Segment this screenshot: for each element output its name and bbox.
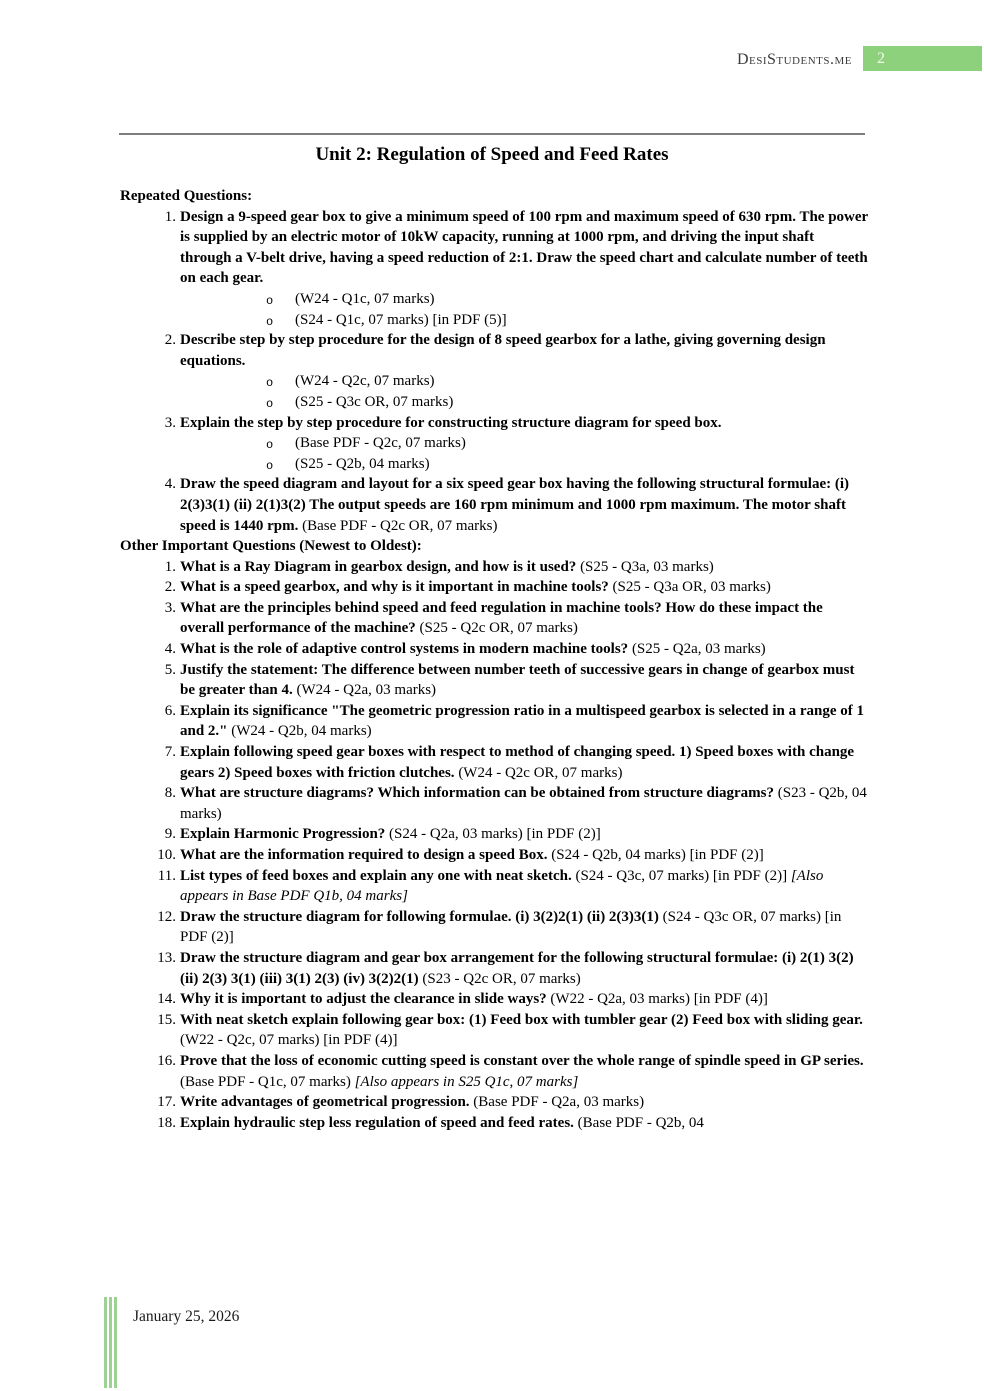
sub-citation-text: (Base PDF - Q2c, 07 marks) xyxy=(295,435,466,452)
question-item xyxy=(120,907,868,948)
question-item xyxy=(120,948,868,989)
question-text: List types of feed boxes and explain any one with neat sketch. xyxy=(180,867,572,884)
question-item xyxy=(120,783,868,824)
circle-bullet-icon: o xyxy=(266,438,274,453)
item-number: 3. xyxy=(164,599,176,616)
question-text: Draw the speed diagram and layout for a six speed gear box having the following structural formulae: (i) 2(3)3(1) (ii) 2(1)3(2) The output speeds are 160 rpm minimum and 1000 rpm maximum. The motor shaft speed is 1440 rpm. xyxy=(180,476,850,534)
citation-text: (S25 - Q2c OR, 07 marks) xyxy=(419,620,578,637)
question-text: Prove that the loss of economic cutting speed is constant over the whole range of spindle speed in GP series. xyxy=(180,1052,864,1069)
circle-bullet-icon: o xyxy=(266,376,274,391)
citation-text: (S23 - Q2b, 04 marks) xyxy=(180,785,867,822)
question-item xyxy=(120,989,868,1010)
item-number: 9. xyxy=(164,826,176,843)
item-number: 5. xyxy=(164,661,176,678)
circle-bullet-icon: o xyxy=(266,396,274,411)
question-item xyxy=(120,1092,868,1113)
citation-text: (S24 - Q2a, 03 marks) [in PDF (2)] xyxy=(389,826,601,843)
item-number: 13. xyxy=(157,949,176,966)
question-item xyxy=(120,577,868,598)
sub-citation xyxy=(180,310,868,331)
question-text: Describe step by step procedure for the design of 8 speed gearbox for a lathe, giving governing design equations. xyxy=(180,332,826,369)
question-item xyxy=(120,845,868,866)
sub-citation xyxy=(180,289,868,310)
question-item xyxy=(120,413,868,475)
citation-text: (Base PDF - Q1c, 07 marks) xyxy=(180,1073,351,1090)
citation-text: (S23 - Q2c OR, 07 marks) xyxy=(422,970,581,987)
question-item xyxy=(120,701,868,742)
question-item xyxy=(120,598,868,639)
circle-bullet-icon: o xyxy=(266,293,274,308)
question-item xyxy=(120,557,868,578)
also-appears-note: [Also appears in S25 Q1c, 07 marks] xyxy=(354,1073,579,1090)
item-number: 10. xyxy=(157,847,176,863)
citation-text: (W22 - Q2c, 07 marks) [in PDF (4)] xyxy=(180,1032,398,1049)
citation-text: (W24 - Q2b, 04 marks) xyxy=(231,723,372,740)
header-divider-line xyxy=(119,133,865,135)
item-number: 2. xyxy=(164,332,176,349)
other-important-questions-list xyxy=(120,557,868,1134)
sub-citation-text: (W24 - Q2c, 07 marks) xyxy=(295,373,435,390)
item-number: 4. xyxy=(164,641,176,658)
question-text: Explain the step by step procedure for constructing structure diagram for speed box. xyxy=(180,414,722,431)
sub-citation xyxy=(180,392,868,413)
question-text: Explain Harmonic Progression? xyxy=(180,826,386,843)
item-number: 14. xyxy=(157,991,176,1008)
citation-text: (S25 - Q3a, 03 marks) xyxy=(580,558,714,575)
item-number: 1. xyxy=(164,558,176,575)
item-number: 15. xyxy=(157,1011,176,1028)
citation-text: (Base PDF - Q2a, 03 marks) xyxy=(473,1094,645,1111)
citation-text: (S25 - Q3a OR, 03 marks) xyxy=(612,579,771,596)
question-text: Draw the structure diagram and gear box arrangement for the following structural formulae: (i) 2(1) 3(2) (ii) 2(3) 3(1) (iii) 3(1) 2(3) (iv) 3(2)2(1) xyxy=(180,949,854,987)
question-text: Write advantages of geometrical progression. xyxy=(180,1094,470,1111)
circle-bullet-icon: o xyxy=(266,458,274,473)
question-text: Design a 9-speed gear box to give a minimum speed of 100 rpm and maximum speed of 630 rpm. The power is supplied by an electric motor of 10kW capacity, running at 1000 rpm, and driving the input shaft through a V-belt drive, having a speed reduction of 2:1. Draw the speed chart and calculate number of teeth on each gear. xyxy=(180,208,868,287)
item-number: 16. xyxy=(157,1052,176,1069)
citation-text: (W22 - Q2a, 03 marks) [in PDF (4)] xyxy=(550,991,768,1008)
question-text: What is a Ray Diagram in gearbox design, and how is it used? xyxy=(180,558,577,575)
sub-citation-text: (S25 - Q3c OR, 07 marks) xyxy=(295,393,454,410)
section-heading-other-important-questions: Other Important Questions (Newest to Oldest): xyxy=(120,538,422,555)
question-item xyxy=(120,207,868,331)
question-text: What is a speed gearbox, and why is it important in machine tools? xyxy=(180,579,609,596)
item-number: 8. xyxy=(164,785,176,802)
sub-citation-text: (W24 - Q1c, 07 marks) xyxy=(295,290,435,307)
citation-text: (W24 - Q2c OR, 07 marks) xyxy=(458,764,623,781)
item-number: 1. xyxy=(164,208,176,225)
also-appears-note: [Also appears in Base PDF Q1b, 04 marks] xyxy=(180,867,824,905)
site-watermark: DesiStudents.me xyxy=(736,51,852,68)
footer-date: January 25, 2026 xyxy=(133,1308,240,1325)
question-item xyxy=(120,660,868,701)
question-text: What is the role of adaptive control systems in modern machine tools? xyxy=(180,641,629,658)
citation-text: (S25 - Q2a, 03 marks) xyxy=(631,641,766,658)
question-text: Draw the structure diagram for following formulae. (i) 3(2)2(1) (ii) 2(3)3(1) xyxy=(180,908,659,925)
item-number: 11. xyxy=(157,867,176,884)
page-number: 2 xyxy=(877,50,885,67)
item-number: 3. xyxy=(164,414,176,431)
sub-citation xyxy=(180,371,868,392)
citation-text: (S24 - Q2b, 04 marks) [in PDF (2)] xyxy=(551,847,764,863)
question-item xyxy=(120,1113,868,1134)
item-number: 17. xyxy=(157,1094,176,1111)
question-item xyxy=(120,330,868,412)
section-heading-repeated-questions: Repeated Questions: xyxy=(120,188,253,204)
question-item xyxy=(120,866,868,907)
question-item xyxy=(120,639,868,660)
sub-citation-text: (S25 - Q2b, 04 marks) xyxy=(295,455,430,472)
question-item xyxy=(120,742,868,783)
circle-bullet-icon: o xyxy=(266,314,274,329)
footer-green-bars-icon xyxy=(104,1297,117,1388)
citation-text: (Base PDF - Q2b, 04 xyxy=(577,1114,704,1131)
sub-citation-text: (S24 - Q1c, 07 marks) [in PDF (5)] xyxy=(295,311,507,328)
item-number: 6. xyxy=(164,702,176,719)
sub-citation xyxy=(180,454,868,475)
page-title: Unit 2: Regulation of Speed and Feed Rates xyxy=(315,144,669,165)
question-text: Why it is important to adjust the clearance in slide ways? xyxy=(180,991,547,1008)
question-text: Explain its significance "The geometric progression ratio in a multispeed gearbox is selected in a range of 1 and 2." xyxy=(180,702,864,740)
citation-text: (Base PDF - Q2c OR, 07 marks) xyxy=(302,517,498,534)
question-text: Justify the statement: The difference between number teeth of successive gears in change of gearbox must be greater than 4. xyxy=(180,661,855,699)
question-item xyxy=(120,474,868,536)
question-text: Explain following speed gear boxes with respect to method of changing speed. 1) Speed boxes with change gears 2) Speed boxes with friction clutches. xyxy=(180,744,855,781)
item-number: 4. xyxy=(164,476,176,493)
question-text: Explain hydraulic step less regulation of speed and feed rates. xyxy=(180,1114,574,1131)
item-number: 7. xyxy=(164,744,176,761)
citation-text: (S24 - Q3c, 07 marks) [in PDF (2)] xyxy=(575,867,788,884)
citation-text: (S24 - Q3c OR, 07 marks) [in PDF (2)] xyxy=(180,908,842,946)
question-text: What are structure diagrams? Which information can be obtained from structure diagrams? xyxy=(180,785,775,802)
questions-content xyxy=(120,186,868,1133)
sub-citation xyxy=(180,433,868,454)
question-text: What are the principles behind speed and feed regulation in machine tools? How do these impact the overall performance of the machine? xyxy=(180,599,823,637)
citation-text: (W24 - Q2a, 03 marks) xyxy=(296,682,437,699)
question-item xyxy=(120,824,868,845)
question-text: With neat sketch explain following gear box: (1) Feed box with tumbler gear (2) Feed box with sliding gear. xyxy=(180,1011,863,1028)
page-number-badge xyxy=(863,46,982,71)
question-item xyxy=(120,1010,868,1051)
item-number: 18. xyxy=(157,1114,176,1131)
repeated-questions-list xyxy=(120,207,868,537)
question-item xyxy=(120,1051,868,1092)
question-text: What are the information required to design a speed Box. xyxy=(180,847,548,863)
item-number: 12. xyxy=(157,908,176,925)
item-number: 2. xyxy=(164,579,176,596)
